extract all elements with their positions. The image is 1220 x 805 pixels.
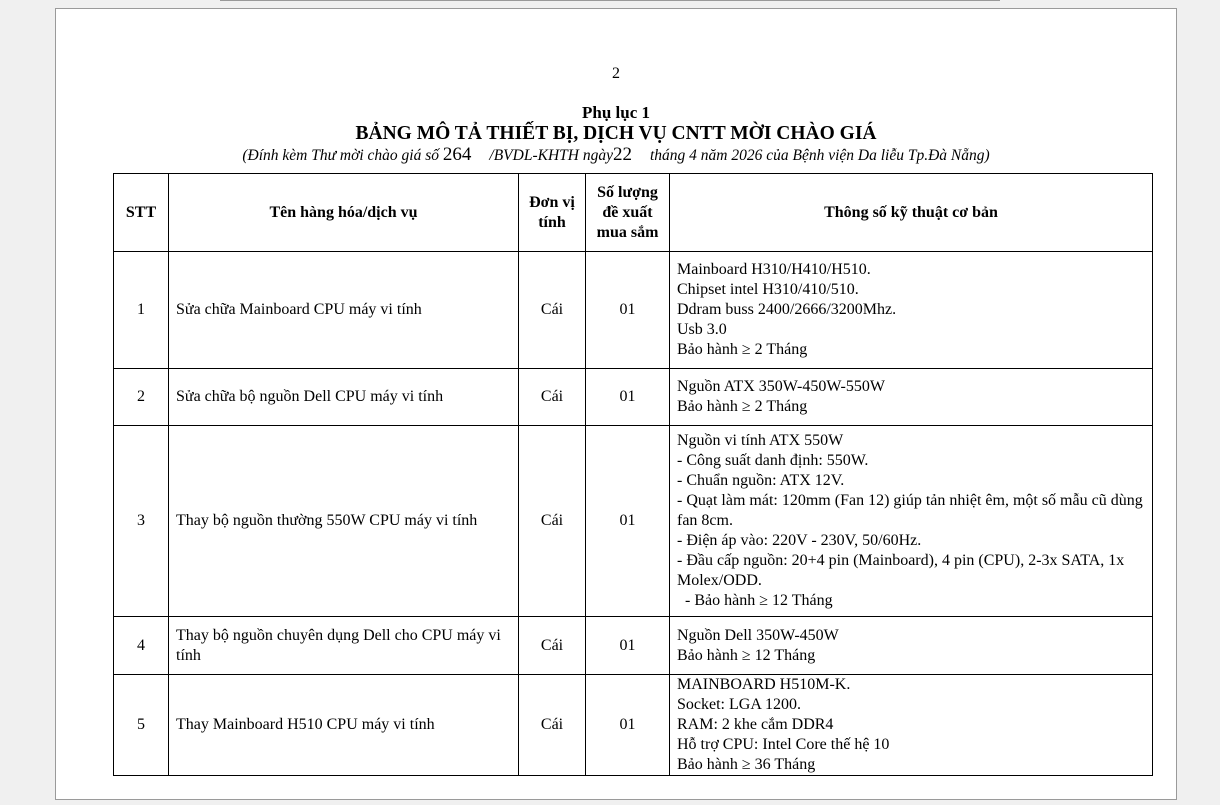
cell-stt: 3 [114, 426, 169, 617]
table-row [114, 675, 1153, 776]
spec-line: Chipset intel H310/410/510. [677, 281, 859, 298]
header-unit: Đơn vị tính [519, 174, 586, 252]
table-row [114, 252, 1153, 369]
table-row [114, 369, 1153, 426]
letter-number: 264 [442, 144, 472, 165]
document-page [55, 8, 1177, 800]
header-stt: STT [114, 174, 169, 252]
cell-qty: 01 [586, 617, 670, 675]
spec-line: Hỗ trợ CPU: Intel Core thế hệ 10 [677, 736, 890, 753]
spec-line: Nguồn ATX 350W-450W-550W [677, 378, 885, 395]
spec-line: Nguồn vi tính ATX 550W [677, 432, 844, 449]
cell-qty: 01 [586, 675, 670, 776]
spec-line: Bảo hành ≥ 12 Tháng [677, 646, 816, 664]
table-row [114, 426, 1153, 617]
header-spec: Thông số kỹ thuật cơ bản [670, 174, 1153, 252]
subtitle-post: tháng 4 năm 2026 của Bệnh viện Da liễu Tp.Đà Nẵng) [649, 147, 990, 164]
spec-line: Socket: LGA 1200. [677, 696, 801, 713]
document-title: BẢNG MÔ TẢ THIẾT BỊ, DỊCH VỤ CNTT MỜI CHÀO GIÁ [355, 123, 877, 144]
cell-spec [670, 675, 1153, 776]
spec-line: Bảo hành ≥ 36 Tháng [677, 756, 816, 773]
cell-name: Sửa chữa bộ nguồn Dell CPU máy vi tính [169, 369, 519, 426]
spec-line: Nguồn Dell 350W-450W [677, 626, 839, 644]
cell-stt: 2 [114, 369, 169, 426]
cell-name: Thay bộ nguồn chuyên dụng Dell cho CPU máy vi tính [169, 617, 519, 675]
equipment-table [113, 173, 1153, 776]
spec-line: - Điện áp vào: 220V - 230V, 50/60Hz. [677, 532, 922, 549]
viewer-top-edge [220, 0, 1000, 1]
cell-qty: 01 [586, 369, 670, 426]
cell-unit: Cái [519, 426, 586, 617]
header-qty: Số lượng đề xuất mua sắm [586, 174, 670, 252]
cell-name: Sửa chữa Mainboard CPU máy vi tính [169, 252, 519, 369]
spec-line: Usb 3.0 [677, 321, 727, 338]
spec-line: - Chuẩn nguồn: ATX 12V. [677, 472, 845, 489]
cell-qty: 01 [586, 426, 670, 617]
spec-line: Bảo hành ≥ 2 Tháng [677, 341, 808, 358]
cell-stt: 1 [114, 252, 169, 369]
spec-line: - Công suất danh định: 550W. [677, 452, 869, 469]
cell-stt: 4 [114, 617, 169, 675]
letter-day: 22 [612, 144, 632, 165]
spec-line: Bảo hành ≥ 2 Tháng [677, 398, 808, 415]
table-row [114, 617, 1153, 675]
cell-unit: Cái [519, 617, 586, 675]
page-number: 2 [612, 65, 620, 82]
spec-line: RAM: 2 khe cắm DDR4 [677, 716, 834, 733]
cell-spec [670, 426, 1153, 617]
spec-line: Ddram buss 2400/2666/3200Mhz. [677, 301, 897, 318]
spec-line: - Bảo hành ≥ 12 Tháng [677, 592, 833, 609]
document-subtitle [56, 144, 1176, 166]
cell-qty: 01 [586, 252, 670, 369]
cell-name: Thay bộ nguồn thường 550W CPU máy vi tính [169, 426, 519, 617]
spec-line: MAINBOARD H510M-K. [677, 676, 851, 693]
cell-spec [670, 369, 1153, 426]
subtitle-mid: /BVDL-KHTH ngày [489, 147, 613, 164]
appendix-heading: Phụ lục 1 [581, 103, 651, 122]
header-name: Tên hàng hóa/dịch vụ [169, 174, 519, 252]
cell-stt: 5 [114, 675, 169, 776]
cell-spec [670, 617, 1153, 675]
cell-unit: Cái [519, 369, 586, 426]
cell-unit: Cái [519, 675, 586, 776]
cell-unit: Cái [519, 252, 586, 369]
cell-spec [670, 252, 1153, 369]
subtitle-pre: (Đính kèm Thư mời chào giá số [242, 147, 443, 164]
spec-line: - Đầu cấp nguồn: 20+4 pin (Mainboard), 4 pin (CPU), 2-3x SATA, 1x Molex/ODD. [677, 552, 1129, 589]
spec-line: Mainboard H310/H410/H510. [677, 261, 871, 278]
table-header-row [114, 174, 1153, 252]
cell-name: Thay Mainboard H510 CPU máy vi tính [169, 675, 519, 776]
spec-line: - Quạt làm mát: 120mm (Fan 12) giúp tản nhiệt êm, một số mẫu cũ dùng fan 8cm. [677, 492, 1147, 529]
